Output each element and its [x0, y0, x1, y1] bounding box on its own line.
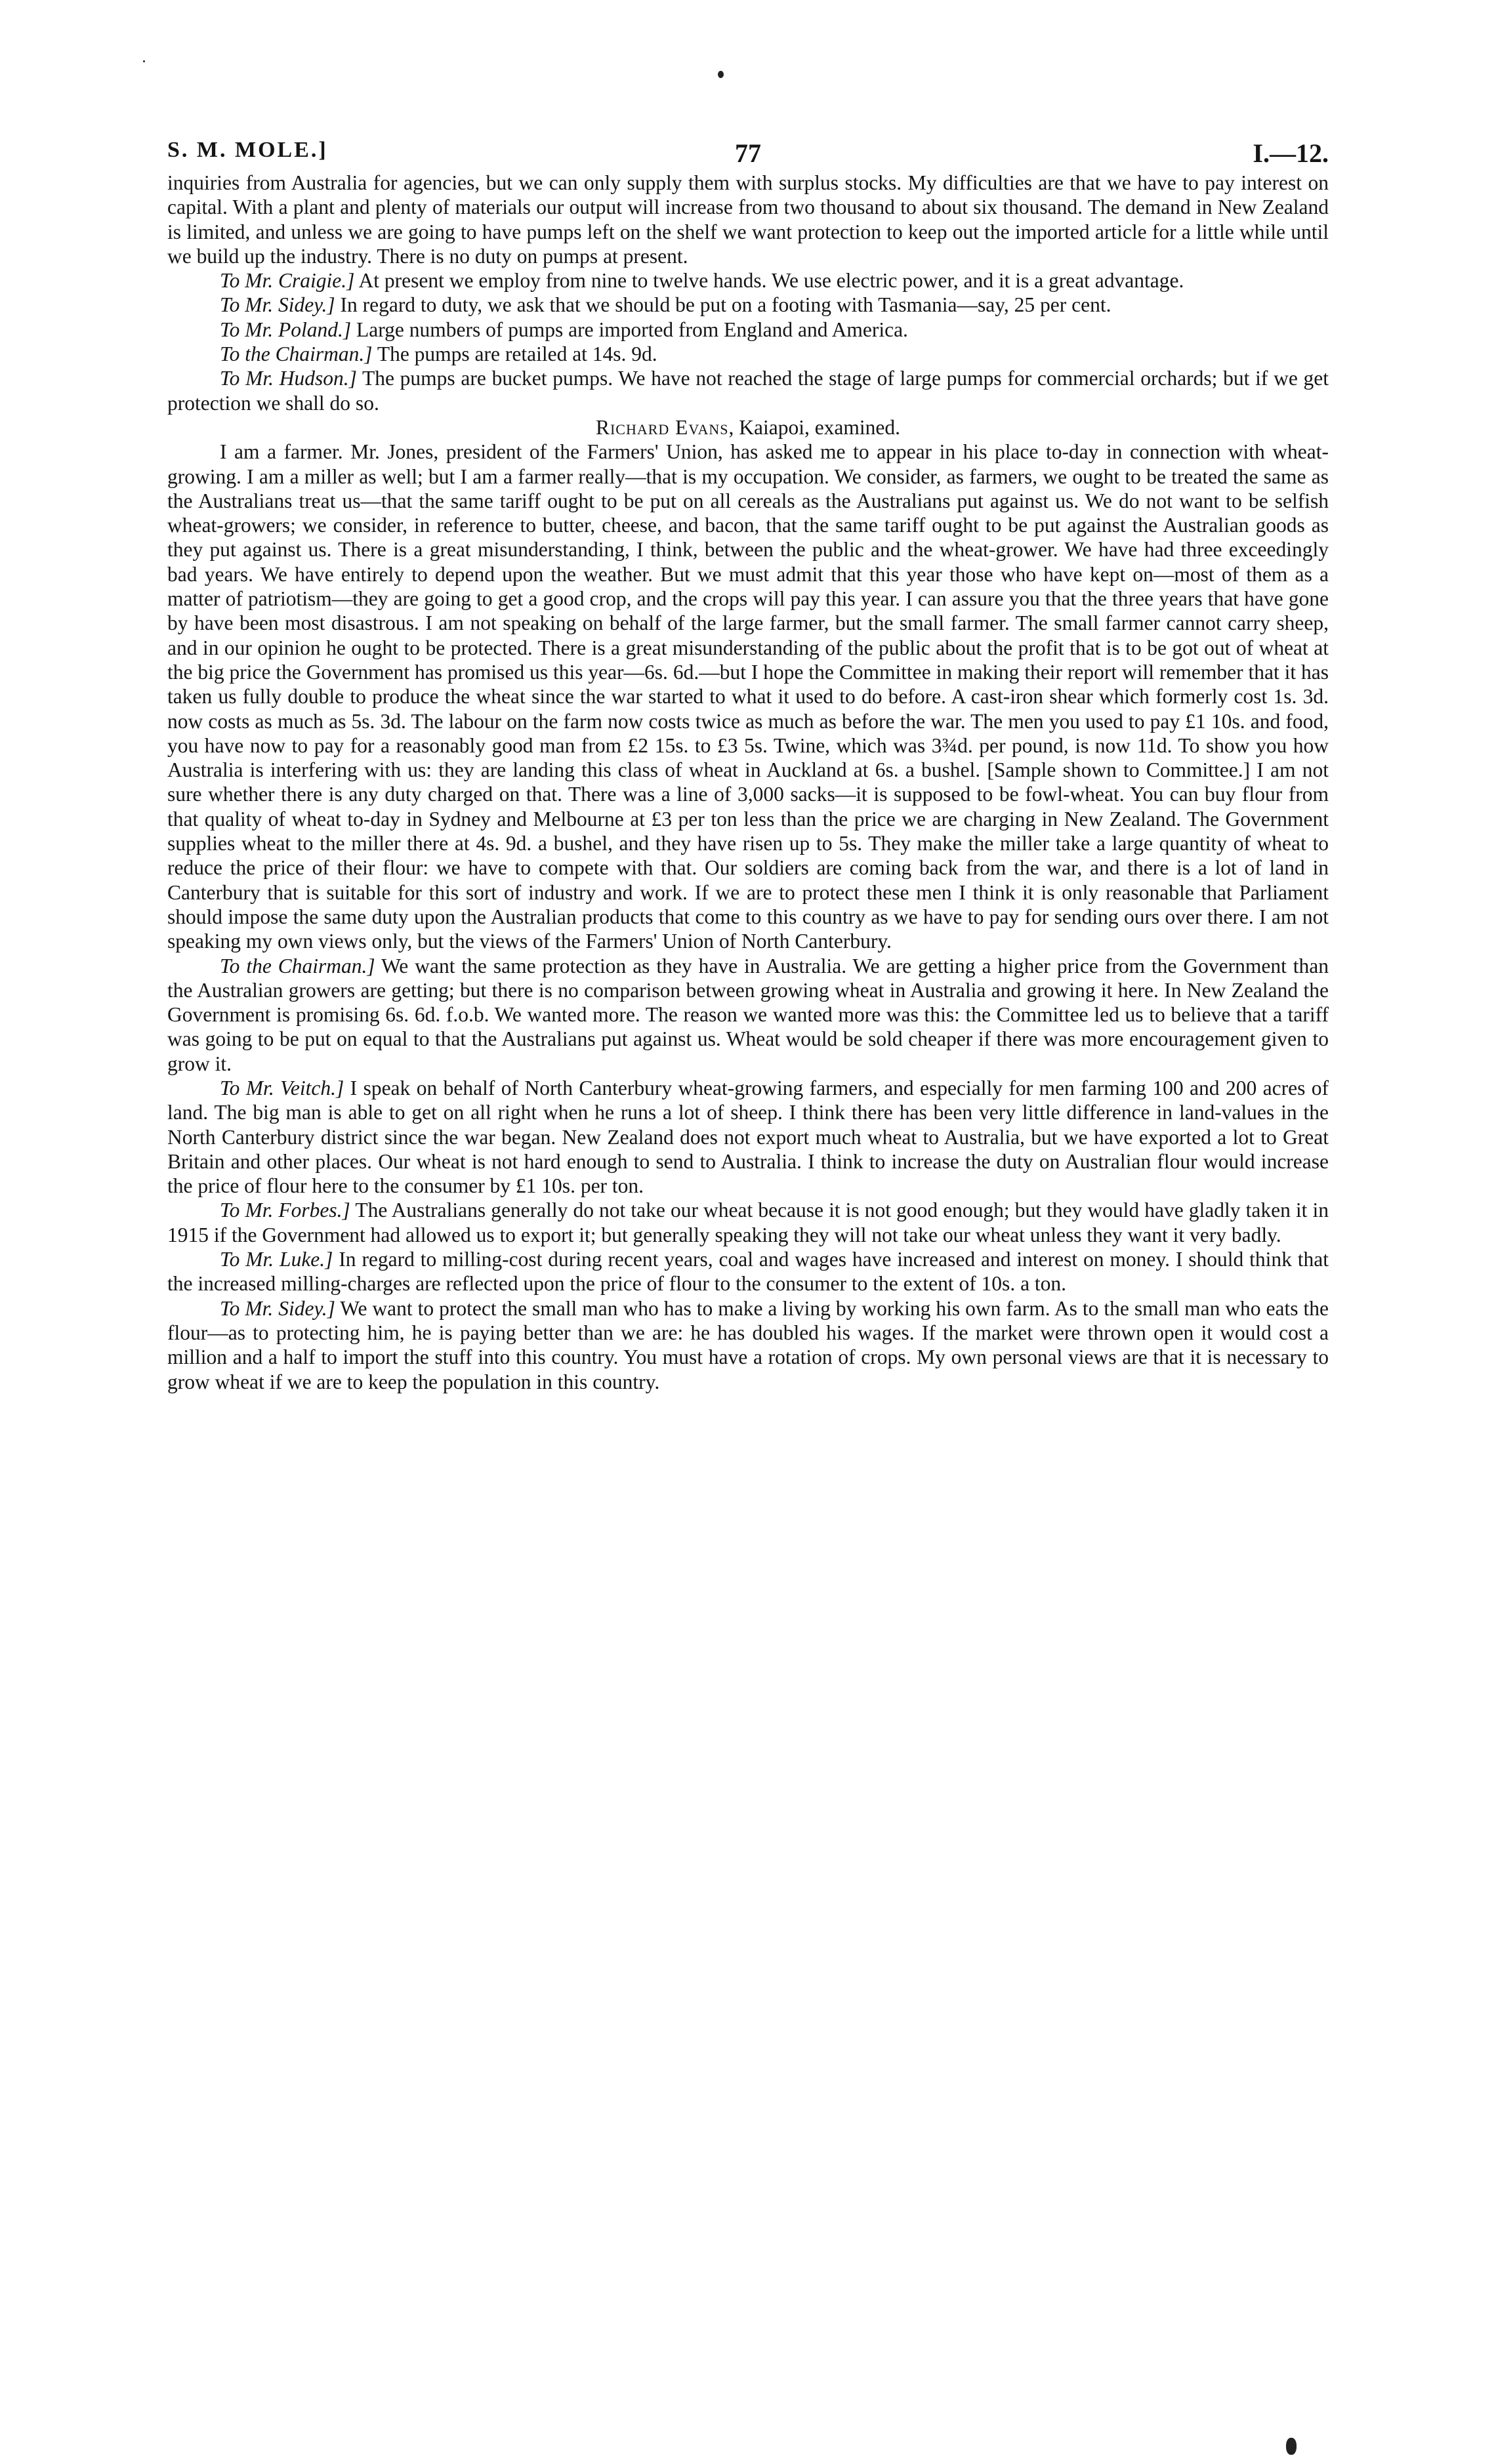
answer-text: The pumps are retailed at 14s. 9d.: [372, 342, 657, 366]
mole-answer-hudson: [167, 366, 1329, 415]
evans-statement: I am a farmer. Mr. Jones, president of the Farmers' Union, has asked me to appear in his place to-day in connection with wheat-growing. I am a miller as well; but I am a farmer really—that is my occupation. We consider, as farmers, we ought to be treated the same as the Australians treat us—that the same tariff ought to be put on all cereals as the Australians put against us. We do not want to be selfish wheat-growers; we consider, in reference to butter, cheese, and bacon, that the same tariff ought to be put against the Australian goods as they put against us. There is a great misunderstanding, I think, between the public and the wheat-grower. We have had three exceedingly bad years. We have entirely to depend upon the weather. But we must admit that this year those who have kept on—most of them as a matter of patriotism—they are going to get a good crop, and the crops will pay this year. I can assure you that the three years that have gone by have been most disastrous. I am not speaking on behalf of the large farmer, but the small farmer. The small farmer cannot carry sheep, and in our opinion he ought to be protected. There is a great misunderstanding of the public about the profit that is to be got out of wheat at the big price the Government has promised us this year—6s. 6d.—but I hope the Committee in making their report will remember that it has taken us fully double to produce the wheat since the war started to what it used to do before. A cast-iron shear which formerly cost 1s. 3d. now costs as much as 5s. 3d. The labour on the farm now costs twice as much as before the war. The men you used to pay £1 10s. and food, you have now to pay for a reasonably good man from £2 15s. to £3 5s. Twine, which was 3¾d. per pound, is now 11d. To show you how Australia is interfering with us: they are landing this class of wheat in Auckland at 6s. a bushel. [Sample shown to Committee.] I am not sure whether there is any duty charged on that. There was a line of 3,000 sacks—it is supposed to be fowl-wheat. You can buy flour from that quality of wheat to-day in Sydney and Melbourne at £3 per ton less than the price we are charging in New Zealand. The Government supplies wheat to the miller there at 4s. 9d. a bushel, and they have risen up to 5s. They make the miller take a large quantity of wheat to reduce the price of their flour: we have to compete with that. Our soldiers are coming back from the war, and there is a lot of land in Canterbury that is suitable for this sort of industry and work. If we are to protect these men I think it is only reasonable that Parliament should impose the same duty upon the Australian products that come to this country as we have to pay for sending ours over there. I am not speaking my own views only, but the views of the Farmers' Union of North Canterbury.: [167, 440, 1329, 953]
paper-reference: I.—12.: [1253, 138, 1329, 168]
mole-paragraph-1: inquiries from Australia for agencies, but we can only supply them with surplus stocks. My difficulties are that we have to pay interest on capital. With a plant and plenty of materials our output will increase from two thousand to about six thousand. The demand in New Zealand is limited, and unless we are going to have pumps left on the shelf we want protection to keep out the imported article for a little while until we build up the industry. There is no duty on pumps at present.: [167, 171, 1329, 268]
mole-answer-chairman: [167, 342, 1329, 366]
answer-text: In regard to duty, we ask that we should be put on a footing with Tasmania—say, 25 per cent.: [335, 293, 1112, 317]
evans-answer-sidey: [167, 1296, 1329, 1394]
questioner-name: To Mr. Craigie.]: [220, 269, 355, 293]
answer-text: In regard to milling-cost during recent years, coal and wages have increased and interest on money. I should think that the increased milling-charges are reflected upon the price of flour to the consumer to the extent of 10s. a ton.: [167, 1248, 1329, 1296]
ink-speck-left: [143, 60, 145, 62]
page-header: [167, 98, 1329, 171]
answer-text: At present we employ from nine to twelve hands. We use electric power, and it is a great advantage.: [354, 269, 1184, 293]
answer-text: Large numbers of pumps are imported from England and America.: [351, 318, 908, 341]
questioner-name: To Mr. Sidey.]: [220, 1296, 335, 1320]
questioner-name: To Mr. Forbes.]: [220, 1199, 350, 1222]
questioner-name: To Mr. Luke.]: [220, 1248, 333, 1271]
witness-place: , Kaiapoi, examined.: [728, 415, 901, 439]
questioner-name: To Mr. Veitch.]: [220, 1076, 344, 1099]
answer-text: The pumps are bucket pumps. We have not reached the stage of large pumps for commercial orchards; but if we get protection we shall do so.: [167, 367, 1329, 415]
questioner-name: To the Chairman.]: [220, 954, 375, 977]
ink-speck-top: [718, 71, 724, 78]
questioner-name: To Mr. Hudson.]: [220, 367, 357, 390]
mole-answer-craigie: [167, 268, 1329, 293]
answer-text: I speak on behalf of North Canterbury wheat-growing farmers, and especially for men farming 100 and 200 acres of land. The big man is able to get on all right when he runs a lot of sheep. I think there has been very little difference in land-values in the North Canterbury district since the war began. New Zealand does not export much wheat to Australia, but we have exported a lot to Great Britain and other places. Our wheat is not hard enough to send to Australia. I think to increase the duty on Australian flour would increase the price of flour here to the consumer by £1 10s. per ton.: [167, 1076, 1329, 1198]
questioner-name: To Mr. Sidey.]: [220, 293, 335, 317]
body-text: [167, 171, 1329, 1394]
evans-answer-veitch: [167, 1076, 1329, 1198]
questioner-name: To Mr. Poland.]: [220, 318, 352, 341]
evans-answer-forbes: [167, 1198, 1329, 1247]
mole-answer-poland: [167, 318, 1329, 342]
witness-heading: [167, 415, 1329, 440]
header-witness: S. M. MOLE.]: [167, 138, 328, 162]
mole-answer-sidey: [167, 293, 1329, 317]
answer-text: We want to protect the small man who has to make a living by working his own farm. As to the small man who eats the flour—as to protecting him, he is paying better than we are: he has doubled his wages. If the market were thrown open it would cost a million and a half to import the stuff into this country. You must have a rotation of crops. My own personal views are that it is necessary to grow wheat if we are to keep the population in this country.: [167, 1296, 1329, 1393]
ink-speck-bottom: [1286, 2438, 1297, 2455]
answer-text: The Australians generally do not take our wheat because it is not good enough; but they would have gladly taken it in 1915 if the Government had allowed us to export it; but generally speaking they will not take our wheat unless they want it very badly.: [167, 1199, 1329, 1246]
answer-text: We want the same protection as they have in Australia. We are getting a higher price from the Government than the Australian growers are getting; but there is no comparison between growing wheat in Australia and growing it here. In New Zealand the Government is promising 6s. 6d. f.o.b. We wanted more. The reason we wanted more was this: the Committee led us to believe that a tariff was going to be put on equal to that the Australians put against us. Wheat would be sold cheaper if there was more encouragement given to grow it.: [167, 954, 1329, 1075]
evans-answer-chairman: [167, 954, 1329, 1076]
questioner-name: To the Chairman.]: [220, 342, 373, 366]
witness-name: Richard Evans: [595, 415, 729, 439]
document-page: [167, 98, 1329, 1394]
page-number: 77: [735, 138, 761, 168]
evans-answer-luke: [167, 1247, 1329, 1296]
